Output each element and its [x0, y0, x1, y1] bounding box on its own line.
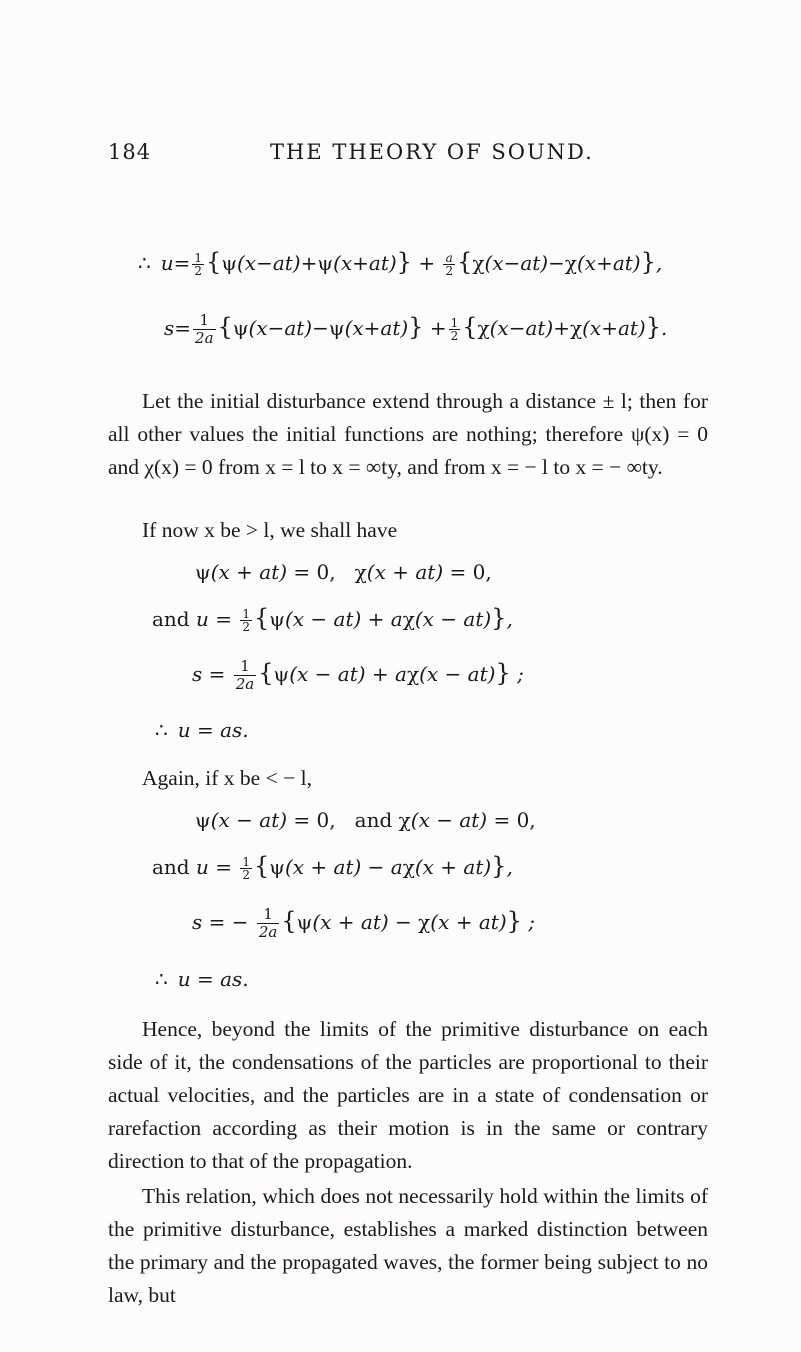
- page-number: 184: [108, 140, 152, 164]
- equation-s-negative: s = − $\frac{1}{2a}$ {ψ(x + at) − χ(x + at)} ;: [192, 905, 536, 941]
- equation-zero-plus: ψ(x + at) = 0, χ(x + at) = 0,: [195, 560, 492, 584]
- equation-zero-minus: ψ(x − at) = 0, and χ(x − at) = 0,: [195, 808, 536, 832]
- equation-s-general: s= $\frac{1}{2a}$ {ψ(x−at)−ψ(x+at)} + $\frac{1}{2}$ {χ(x−at)+χ(x+at)}.: [164, 311, 668, 347]
- equation-u-equals-as-2: ∴ u = as.: [155, 967, 249, 991]
- running-title: THE THEORY OF SOUND.: [270, 140, 594, 164]
- equation-u-positive: and u = $\frac{1}{2}$ {ψ(x − at) + aχ(x − at)},: [152, 604, 513, 634]
- paragraph-this-relation: This relation, which does not necessarily hold within the limits of the primitive disturbance, establishes a marked distinction between the primary and the propagated waves, the former being subject to no law, but: [108, 1184, 708, 1307]
- equation-u-negative: and u = $\frac{1}{2}$ {ψ(x + at) − aχ(x + at)},: [152, 852, 513, 882]
- paragraph-initial-disturbance: Let the initial disturbance extend through a distance ± l; then for all other values the initial functions are nothing; therefore ψ(x) = 0 and χ(x) = 0 from x = l to x = ∞ty, and from x = − l to x = − ∞ty.: [108, 389, 708, 479]
- equation-s-positive: s = $\frac{1}{2a}$ {ψ(x − at) + aχ(x − at)} ;: [192, 657, 524, 693]
- equation-u-general: ∴ u= $\frac{1}{2}$ {ψ(x−at)+ψ(x+at)} + $\frac{a}{2}$ {χ(x−at)−χ(x+at)},: [138, 248, 663, 278]
- paragraph-if-x-greater: If now x be > l, we shall have: [142, 518, 398, 542]
- paragraph-again-if-x-less: Again, if x be < − l,: [142, 766, 312, 790]
- equation-u-equals-as-1: ∴ u = as.: [155, 718, 249, 742]
- paragraph-hence-beyond-limits: Hence, beyond the limits of the primitive disturbance on each side of it, the condensations of the particles are proportional to their actual velocities, and the particles are in a state of condensation or rarefaction according as their motion is in the same or contrary direction to that of the propagation.: [108, 1017, 708, 1173]
